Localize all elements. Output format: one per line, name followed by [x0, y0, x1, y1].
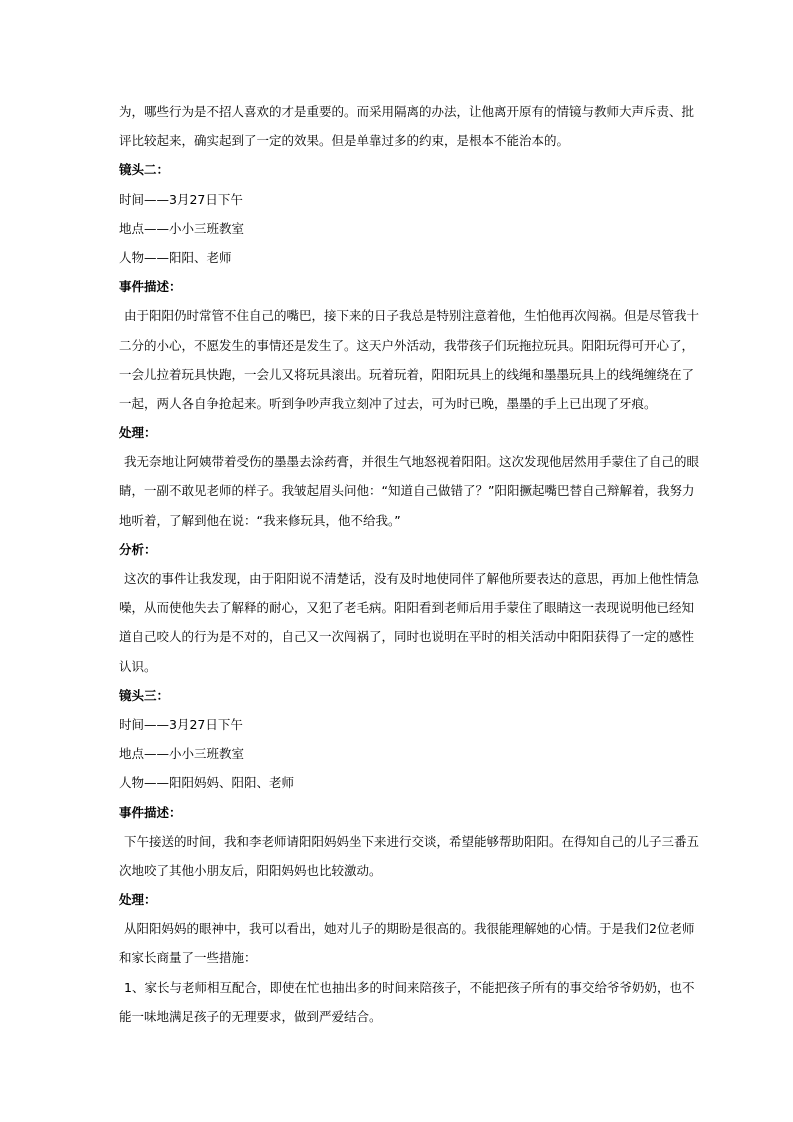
- text-line: 时间——3月27日下午: [119, 191, 243, 207]
- text-line: 评比较起来，确实起到了一定的效果。但是单靠过多的约束，是根本不能治本的。: [119, 133, 570, 149]
- document-body: [119, 97, 700, 1031]
- section-heading: 事件描述：: [119, 804, 182, 820]
- text-line: 道自己咬人的行为是不对的，自己又一次闯祸了，同时也说明在平时的相关活动中阳阳获得了一定的感性: [119, 629, 695, 645]
- text-line: 为，哪些行为是不招人喜欢的才是重要的。而采用隔离的办法，让他离开原有的情镜与教师大声斥责、批: [119, 104, 695, 119]
- text-line: 下午接送的时间，我和李老师请阳阳妈妈坐下来进行交谈，希望能够帮助阳阳。在得知自己的儿子三番五: [124, 833, 700, 849]
- text-line: 和家长商量了一些措施：: [119, 950, 257, 966]
- text-line: 我无奈地让阿姨带着受伤的墨墨去涂药膏，并很生气地怒视着阳阳。这次发现他居然用手蒙住了自己的眼: [124, 454, 700, 470]
- text-line: 从阳阳妈妈的眼神中，我可以看出，她对儿子的期盼是很高的。我很能理解她的心情。于是我们2位老师: [124, 921, 695, 937]
- text-line: 次地咬了其他小朋友后，阳阳妈妈也比较激动。: [119, 862, 382, 878]
- text-line: 睛，一副不敢见老师的样子。我皱起眉头问他：“知道自己做错了？”阳阳撅起嘴巴替自己辩解着，我努力: [119, 483, 695, 499]
- section-heading: 处理：: [119, 892, 157, 908]
- text-line: 一会儿拉着玩具快跑，一会儿又将玩具滚出。玩着玩着，阳阳玩具上的线绳和墨墨玩具上的线绳缠绕在了: [119, 366, 695, 382]
- text-line: 能一味地满足孩子的无理要求，做到严爱结合。: [119, 1008, 382, 1024]
- text-line: 二分的小心，不愿发生的事情还是发生了。这天户外活动，我带孩子们玩拖拉玩具。阳阳玩得可开心了，: [119, 337, 695, 353]
- text-line: 时间——3月27日下午: [119, 716, 243, 732]
- text-line: 由于阳阳仍时常管不住自己的嘴巴，接下来的日子我总是特别注意着他，生怕他再次闯祸。但是尽管我十: [124, 308, 700, 324]
- section-heading: 镜头三：: [119, 687, 170, 703]
- text-line: 一起，两人各自争抢起来。听到争吵声我立刻冲了过去，可为时已晚，墨墨的手上已出现了牙痕。: [119, 395, 657, 411]
- text-line: 认识。: [119, 658, 157, 674]
- text-line: 地点——小小三班教室: [119, 746, 245, 762]
- section-heading: 事件描述：: [119, 279, 182, 295]
- section-heading: 处理：: [119, 425, 157, 441]
- section-heading: 镜头二：: [119, 162, 170, 178]
- section-heading: 分析：: [119, 541, 157, 557]
- text-line: 这次的事件让我发现，由于阳阳说不清楚话，没有及时地使同伴了解他所要表达的意思，再加上他性情急: [124, 571, 700, 586]
- text-line: 人物——阳阳妈妈、阳阳、老师: [119, 775, 295, 791]
- text-line: 噪，从而使他失去了解释的耐心，又犯了老毛病。阳阳看到老师后用手蒙住了眼睛这一表现说明他已经知: [119, 600, 695, 616]
- text-line: 1、家长与老师相互配合，即使在忙也抽出多的时间来陪孩子，不能把孩子所有的事交给爷爷奶奶，也不: [124, 979, 695, 995]
- text-line: 人物——阳阳、老师: [119, 249, 232, 265]
- text-line: 地听着，了解到他在说：“我来修玩具，他不给我。”: [119, 512, 401, 528]
- text-line: 地点——小小三班教室: [119, 220, 245, 236]
